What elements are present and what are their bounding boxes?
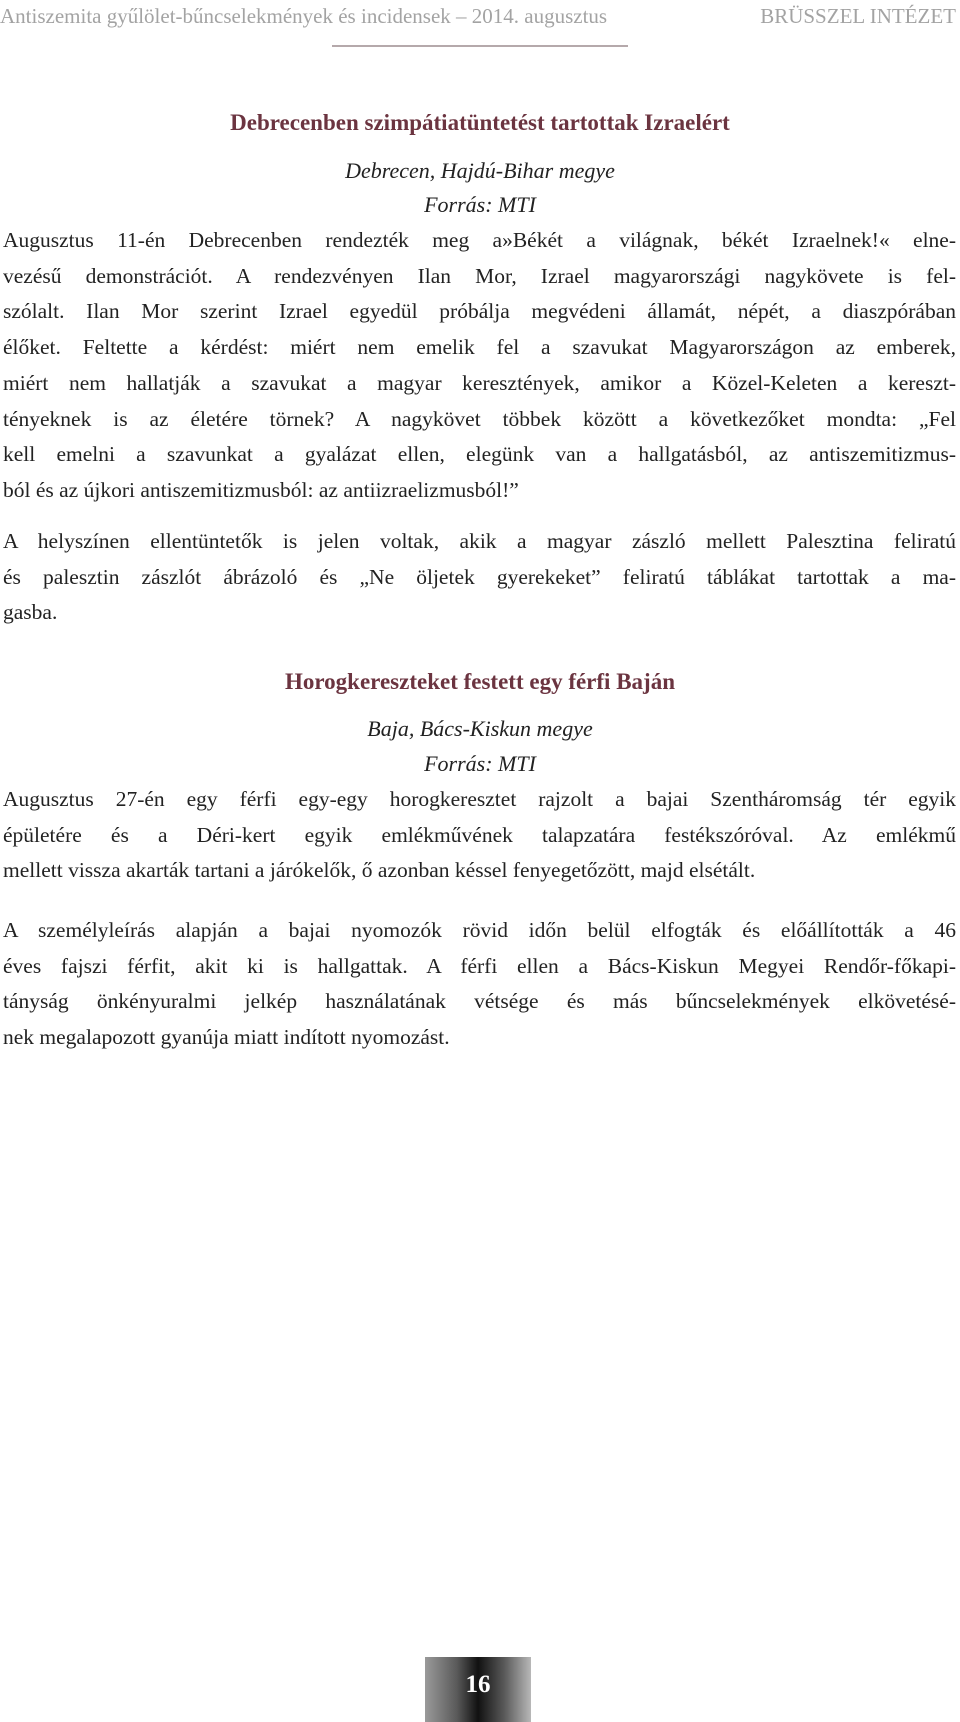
- paragraph-line: mellett vissza akarták tartani a járókelők, ő azonban késsel fenyegetőzött, majd elsétált.: [3, 858, 756, 883]
- paragraph-line: Augusztus 27-én egy férfi egy-egy horogkeresztet rajzolt a bajai Szentháromság tér egyik: [3, 787, 956, 811]
- article-source: Forrás: MTI: [424, 751, 536, 776]
- article-location: Baja, Bács-Kiskun megye: [367, 716, 593, 741]
- paragraph-line: tányság önkényuralmi jelkép használatának vétsége és más bűncselekmények elkövetésé-: [3, 989, 956, 1014]
- paragraph-line: nek megalapozott gyanúja miatt indított nyomozást.: [3, 1025, 450, 1050]
- article-source: Forrás: MTI: [424, 192, 536, 217]
- paragraph-line: gasba.: [3, 600, 58, 625]
- paragraph-line: szólalt. Ilan Mor szerint Izrael egyedül próbálja megvédeni államát, népét, a diaszpórában: [3, 299, 956, 324]
- page-number-box: [425, 1657, 531, 1722]
- article-title: Debrecenben szimpátiatüntetést tartottak Izraelért: [230, 110, 730, 135]
- page-number: 16: [465, 1671, 491, 1698]
- paragraph-line: élőket. Feltette a kérdést: miért nem emelik fel a szavukat Magyarországon az emberek,: [3, 335, 956, 360]
- paragraph-line: épületére és a Déri-kert egyik emlékművének talapzatára festékszóróval. Az emlékmű: [3, 822, 956, 847]
- paragraph-line: vezésű demonstrációt. A rendezvényen Ilan Mor, Izrael magyarországi nagykövete is fel-: [3, 263, 956, 288]
- article-paragraph: [3, 524, 956, 631]
- running-header-institute: BRÜSSZEL INTÉZET: [760, 4, 956, 28]
- article-paragraph: [3, 913, 956, 1056]
- paragraph-line: ból és az újkori antiszemitizmusból: az antiizraelizmusból!”: [3, 477, 519, 502]
- paragraph-line: és palesztin zászlót ábrázoló és „Ne öljetek gyerekeket” feliratú táblákat tartottak a ma-: [3, 564, 956, 589]
- header-divider: [332, 45, 628, 47]
- article-paragraph: [3, 782, 956, 889]
- paragraph-line: A személyleírás alapján a bajai nyomozók rövid időn belül elfogták és előállították a 46: [3, 918, 956, 942]
- article-paragraph: [3, 223, 956, 509]
- paragraph-line: éves fajszi férfit, akit ki is hallgattak. A férfi ellen a Bács-Kiskun Megyei Rendőr-főkapi-: [3, 953, 956, 978]
- paragraph-line: miért nem hallatják a szavukat a magyar keresztények, amikor a Közel-Keleten a kereszt-: [3, 370, 956, 395]
- article-location: Debrecen, Hajdú-Bihar megye: [345, 158, 615, 183]
- paragraph-line: kell emelni a szavunkat a gyalázat ellen, elegünk van a hallgatásból, az antiszemitizmus-: [3, 442, 956, 467]
- paragraph-line: A helyszínen ellentüntetők is jelen voltak, akik a magyar zászló mellett Palesztina feliratú: [3, 529, 956, 553]
- paragraph-line: tényeknek is az életére törnek? A nagykövet többek között a következőket mondta: „Fel: [3, 406, 956, 431]
- running-header-title: Antiszemita gyűlölet-bűncselekmények és incidensek – 2014. augusztus: [0, 4, 608, 28]
- article-title: Horogkereszteket festett egy férfi Baján: [284, 669, 675, 694]
- paragraph-line: Augusztus 11-én Debrecenben rendezték meg a»Békét a világnak, békét Izraelnek!« elne-: [3, 228, 956, 252]
